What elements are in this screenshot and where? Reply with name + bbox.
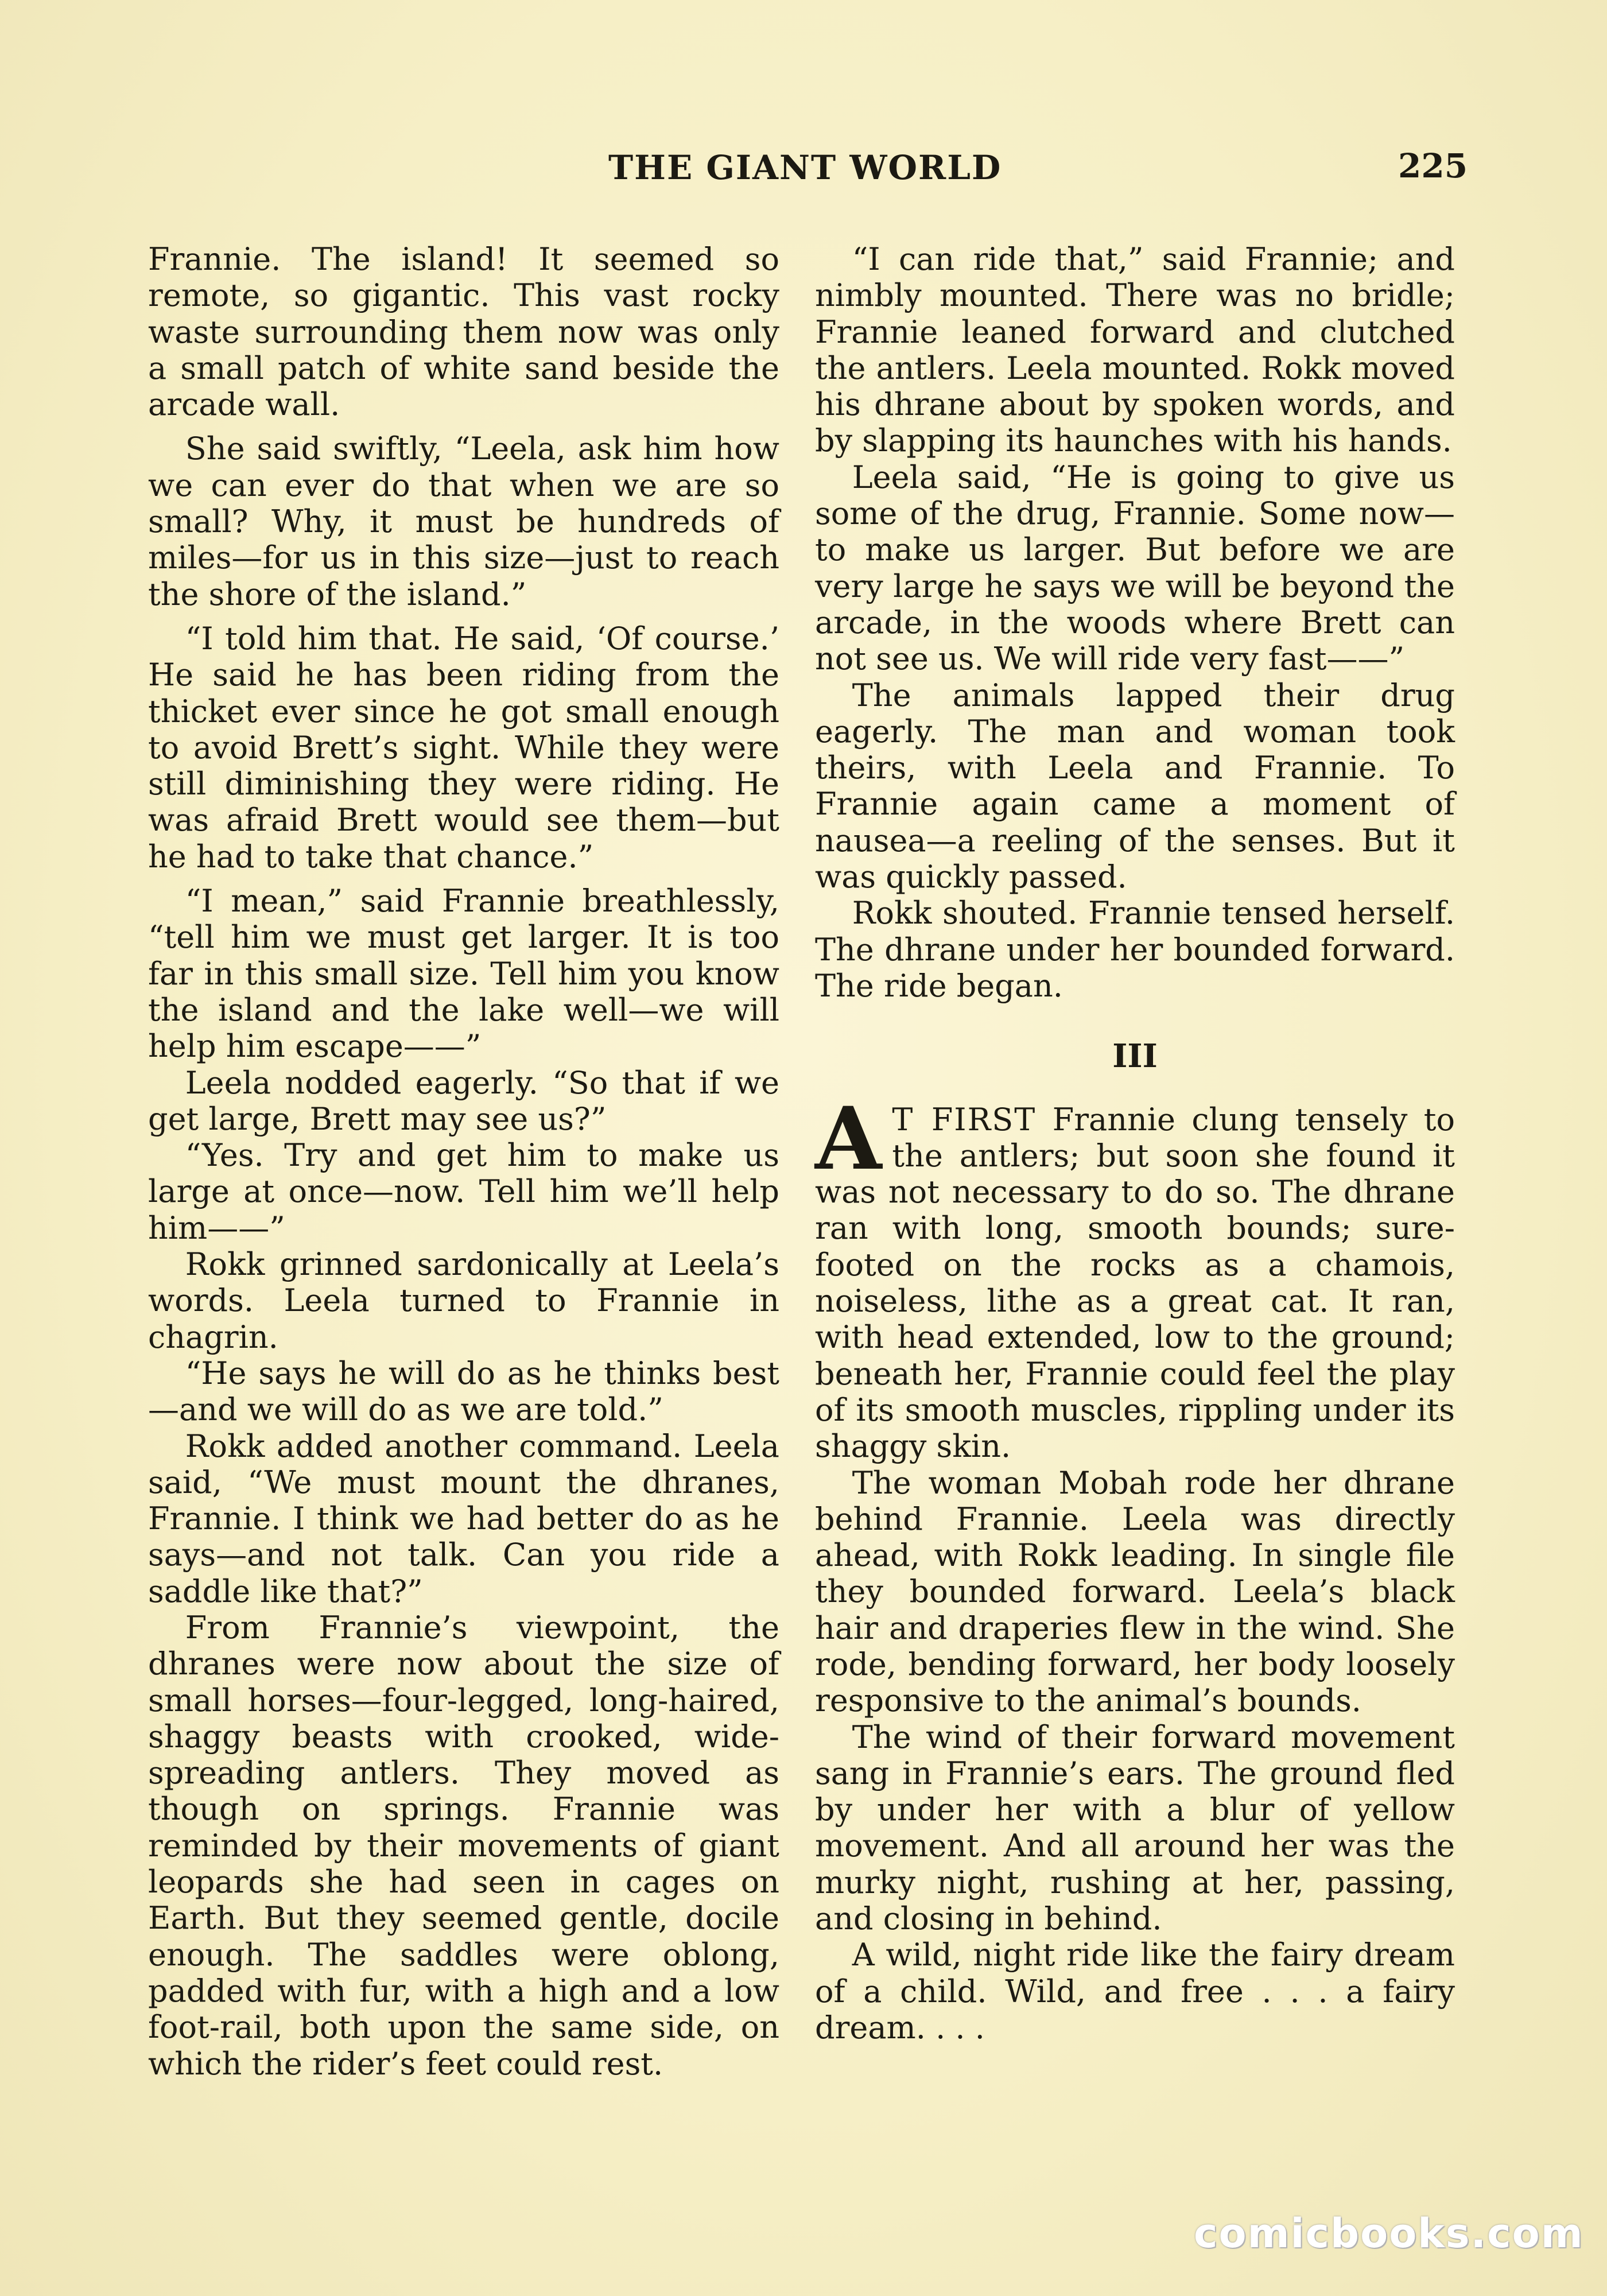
watermark-logo: comicbooks.com [1194, 2210, 1584, 2257]
paragraph: Rokk grinned sardonically at Leela’s words. Leela turned to Frannie in chagrin. [148, 1246, 779, 1355]
section-first-paragraph [815, 1088, 1455, 1465]
paragraph: Leela said, “He is going to give us some of the drug, Frannie. Some now—to make us larger. But before we are very large he says we will be beyond the arcade, in the woods where Brett can not see us. We will ride very fast——” [815, 459, 1455, 677]
paragraph: Rokk shouted. Frannie tensed herself. The dhrane under her bounded forward. The ride began. [815, 895, 1455, 1004]
paragraph: Rokk added another command. Leela said, “We must mount the dhranes, Frannie. I think we had better do as he says—and not talk. Can you ride a saddle like that?” [148, 1428, 779, 1609]
paragraph: Frannie. The island! It seemed so remote, so gigantic. This vast rocky waste surrounding them now was only a small patch of white sand beside the arcade wall. [148, 241, 779, 423]
paragraph: “I told him that. He said, ‘Of course.’ He said he has been riding from the thicket ever since he got small enough to avoid Brett’s sight. While they were still diminishing they were riding. He was afraid Brett would see them—but he had to take that chance.” [148, 620, 779, 875]
paragraph: Leela nodded eagerly. “So that if we get large, Brett may see us?” [148, 1064, 779, 1137]
running-header-title: THE GIANT WORLD [608, 148, 1002, 187]
section-heading: III [1112, 1037, 1158, 1076]
paragraph: The animals lapped their drug eagerly. The man and woman took theirs, with Leela and Frannie. To Frannie again came a moment of nausea—a reeling of the senses. But it was quickly passed. [815, 677, 1455, 895]
paragraph: “I mean,” said Frannie breathlessly, “tell him we must get larger. It is too far in this small size. Tell him you know the island and the lake well—we will help him escape——” [148, 883, 779, 1065]
paragraph: “I can ride that,” said Frannie; and nimbly mounted. There was no bridle; Frannie leaned forward and clutched the antlers. Leela mounted. Rokk moved his dhrane about by spoken words, and by slapping its haunches with his hands. [815, 241, 1455, 459]
paragraph: She said swiftly, “Leela, ask him how we can ever do that when we are so small? Why, it must be hundreds of miles—for us in this size—just to reach the shore of the island.” [148, 430, 779, 612]
paragraph: “He says he will do as he thinks best—and we will do as we are told.” [148, 1355, 779, 1428]
left-column [148, 241, 779, 2082]
small-caps-lead: T FIRST [892, 1101, 1037, 1138]
paragraph: The wind of their forward movement sang in Frannie’s ears. The ground fled by under her with a blur of yellow movement. And all around her was the murky night, rushing at her, passing, and closing in behind. [815, 1719, 1455, 1937]
page-number: 225 [1398, 146, 1468, 185]
paragraph-text: Frannie clung tensely to the antlers; but soon she found it was not necessary to do so. The dhrane ran with long, smooth bounds; sure-footed on the rocks as a chamois, noiseless, lithe as a great cat. It ran, with head extended, low to the ground; beneath her, Frannie could feel the play of its smooth muscles, rippling under its shaggy skin. [815, 1101, 1455, 1465]
paragraph: A wild, night ride like the fairy dream of a child. Wild, and free . . . a fairy dream. . . . [815, 1937, 1455, 2046]
paragraph: The woman Mobah rode her dhrane behind Frannie. Leela was directly ahead, with Rokk leading. In single file they bounded forward. Leela’s black hair and draperies flew in the wind. She rode, bending forward, her body loosely responsive to the animal’s bounds. [815, 1464, 1455, 1719]
paragraph: From Frannie’s viewpoint, the dhranes were now about the size of small horses—four-legged, long-haired, shaggy beasts with crooked, wide-spreading antlers. They moved as though on springs. Frannie was reminded by their movements of giant leopards she had seen in cages on Earth. But they seemed gentle, docile enough. The saddles were oblong, padded with fur, with a high and a low foot-rail, both upon the same side, on which the rider’s feet could rest. [148, 1609, 779, 2082]
drop-cap: A [815, 1088, 882, 1189]
right-column [815, 241, 1455, 2046]
paragraph: “Yes. Try and get him to make us large at once—now. Tell him we’ll help him——” [148, 1137, 779, 1246]
